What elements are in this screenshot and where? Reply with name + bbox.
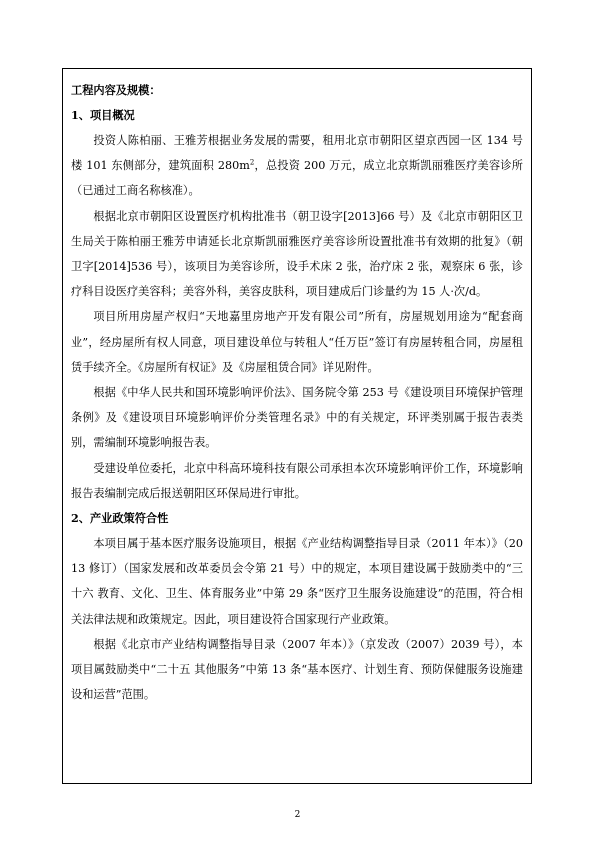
- scope-title: 工程内容及规模：: [71, 83, 161, 97]
- section-heading-policy: 2、产业政策符合性: [71, 511, 169, 526]
- paragraph: 根据《北京市产业结构调整指导目录（2007 年本）》（京发改（2007）2039 号），本项目属鼓励类中“二十五 其他服务”中第 13 条“基本医疗、计划生育、预防保健服务设施建设和运营”范围。: [71, 637, 523, 702]
- paragraph: 根据北京市朝阳区设置医疗机构批准书（朝卫设字[2013]66 号）及《北京市朝阳区卫生局关于陈柏丽王雅芳申请延长北京斯凯丽雅医疗美容诊所设置批准书有效期的批复》（朝卫字[2014]536 号），该项目为美容诊所，设手术床 2 张，治疗床 2 张，观察床 6 张，诊疗科目设医疗美容科；美容外科，美容皮肤科，项目建成后门诊量约为 15 人·次/d。: [71, 209, 523, 299]
- paragraph: 根据《中华人民共和国环境影响评价法》、国务院令第 253 号《建设项目环境保护管理条例》及《建设项目环境影响评价分类管理名录》中的有关规定，环评类别属于报告表类别，需编制环境影响报告表。: [71, 386, 523, 450]
- section-heading-overview: 1、项目概况: [71, 108, 135, 122]
- content-frame: [62, 68, 532, 784]
- content-body: [71, 78, 523, 707]
- paragraph: 本项目属于基本医疗服务设施项目，根据《产业结构调整指导目录（2011 年本）》（2013 修订）（国家发展和改革委员会令第 21 号）中的规定，本项目建设属于鼓励类中的“三十六 教育、文化、卫生、体育服务业”中第 29 条“医疗卫生服务设施建设”的范围，符合相关法律法规和政策规定。因此，项目建设符合国家现行产业政策。: [71, 537, 523, 626]
- paragraph: 投资人陈柏丽、王雅芳根据业务发展的需要，租用北京市朝阳区望京西园一区 134 号楼 101 东侧部分，建筑面积 $280m^2$，总投资 200 万元，成立北京斯凯丽雅医疗美容诊所（已通过工商名称核准）。: [71, 134, 523, 198]
- paragraph: 项目所用房屋产权归“天地嘉里房地产开发有限公司”所有，房屋规划用途为“配套商业”，经房屋所有权人同意，项目建设单位与转租人“任万臣”签订有房屋转租合同，房屋租赁手续齐全。《房屋所有权证》及《房屋租赁合同》详见附件。: [71, 310, 523, 374]
- page-number: 2: [294, 810, 301, 820]
- paragraph: 受建设单位委托，北京中科高环境科技有限公司承担本次环境影响评价工作，环境影响报告表编制完成后报送朝阳区环保局进行审批。: [71, 461, 523, 500]
